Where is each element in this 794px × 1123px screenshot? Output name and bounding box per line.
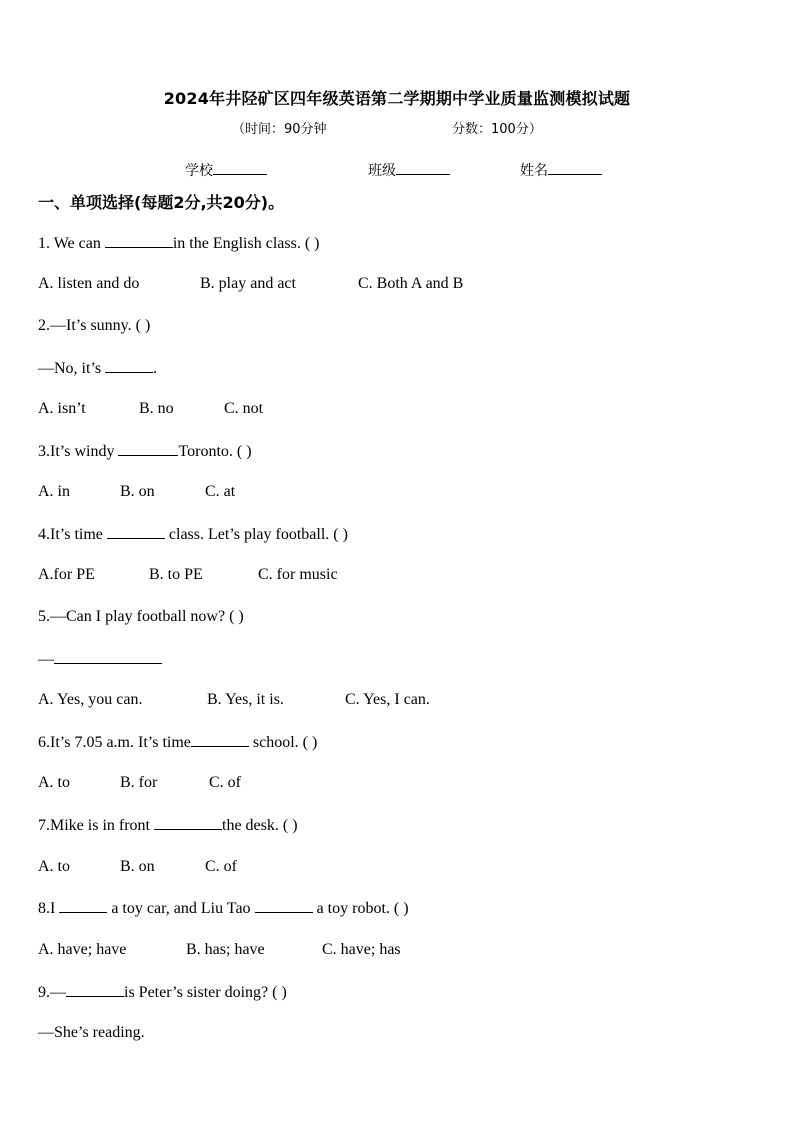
question-4-option-a: A.for PE [38,566,95,583]
section-heading: 一、单项选择(每题2分,共20分)。 [38,193,285,212]
stem-text: school. ( ) [248,734,318,751]
stem-text: the desk. ( ) [222,817,298,834]
school-blank[interactable] [213,161,267,175]
question-7-stem [38,815,298,836]
answer-blank[interactable] [66,982,124,997]
school-field[interactable] [185,160,267,180]
stem-text: Toronto. ( ) [178,443,252,460]
answer-blank[interactable] [255,898,313,913]
stem-text: 2.—It’s sunny. ( ) [38,317,151,334]
question-1-option-a: A. listen and do [38,275,140,292]
stem-text: —No, it’s [38,360,106,377]
answer-blank[interactable] [59,898,107,913]
question-5-option-c: C. Yes, I can. [345,691,430,708]
stem-text: in the English class. ( ) [172,235,320,252]
question-9-stem [38,982,287,1003]
question-8-stem [38,898,409,919]
stem-text: . [153,360,158,377]
stem-text: is Peter’s sister doing? ( ) [124,984,287,1001]
answer-blank[interactable] [154,815,222,830]
stem-text: a toy robot. ( ) [312,900,409,917]
stem-text: 4.It’s time [38,526,107,543]
question-1-stem [38,233,319,254]
question-9-response [38,1023,145,1043]
question-6-option-a: A. to [38,774,70,791]
question-2-option-c: C. not [224,400,264,417]
question-7-option-a: A. to [38,858,70,875]
question-1-option-b: B. play and act [200,275,296,292]
question-4-stem [38,524,348,545]
question-7-option-b: B. on [120,858,155,875]
question-8-option-b: B. has; have [186,941,265,958]
stem-text: 9.— [38,984,66,1001]
answer-blank[interactable] [107,524,165,539]
stem-text: 3.It’s windy [38,443,119,460]
stem-text: —She’s reading. [38,1024,145,1041]
stem-text: 6.It’s 7.05 a.m. It’s time [38,734,191,751]
answer-blank[interactable] [118,441,178,456]
name-field[interactable] [520,160,602,180]
question-4-option-c: C. for music [258,566,338,583]
stem-text: 7.Mike is in front [38,817,154,834]
question-3-option-a: A. in [38,483,70,500]
question-8-option-c: C. have; has [322,941,401,958]
question-2-stem [38,316,150,336]
question-5-stem [38,607,244,627]
question-5-option-a: A. Yes, you can. [38,691,143,708]
question-3-option-c: C. at [205,483,236,500]
question-2-option-b: B. no [139,400,174,417]
question-5-response [38,649,162,670]
answer-blank[interactable] [105,358,153,373]
question-3-option-b: B. on [120,483,155,500]
question-2-response [38,358,157,379]
question-6-stem [38,732,317,753]
stem-text: 8.I [38,900,60,917]
name-label: 姓名 [520,163,548,179]
stem-text: 1. We can [38,235,105,252]
question-7-option-c: C. of [205,858,237,875]
question-3-stem [38,441,252,462]
school-label: 学校 [185,163,213,179]
exam-score: 分数：100分） [452,122,542,137]
question-6-option-c: C. of [209,774,241,791]
page-title: 2024年井陉矿区四年级英语第二学期期中学业质量监测模拟试题 [163,89,631,108]
question-1-option-c: C. Both A and B [358,275,464,292]
question-5-option-b: B. Yes, it is. [207,691,284,708]
name-blank[interactable] [548,161,602,175]
class-label: 班级 [368,163,396,179]
exam-time: （时间：90分钟 [232,122,327,137]
question-2-option-a: A. isn’t [38,400,86,417]
answer-blank[interactable] [191,732,249,747]
question-4-option-b: B. to PE [149,566,203,583]
question-6-option-b: B. for [120,774,158,791]
stem-text: class. Let’s play football. ( ) [164,526,348,543]
stem-text: — [38,651,54,668]
stem-text: 5.—Can I play football now? ( ) [38,608,244,625]
class-blank[interactable] [396,161,450,175]
class-field[interactable] [368,160,450,180]
stem-text: a toy car, and Liu Tao [107,900,255,917]
answer-blank[interactable] [105,233,173,248]
answer-blank[interactable] [54,649,162,664]
question-8-option-a: A. have; have [38,941,127,958]
